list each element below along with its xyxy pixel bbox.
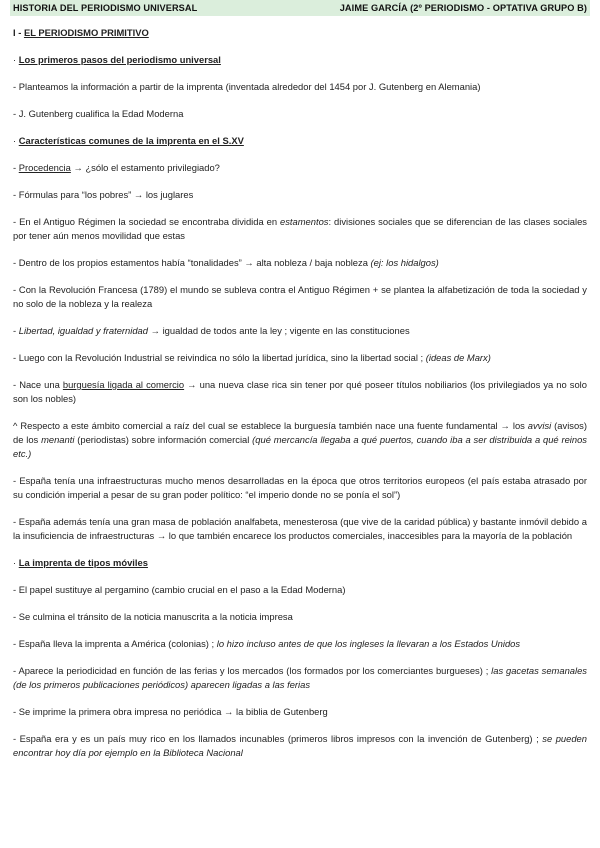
text-run: - Luego con la Revolución Industrial se reivindica no sólo la libertad jurídica, sino la libertad social ; [13, 352, 426, 363]
text-run: - España era y es un país muy rico en los llamados incunables (primeros libros impresos con la invención de Gutenberg) ; [13, 733, 543, 744]
paragraph: - España tenía una infraestructuras mucho menos desarrolladas en la época que otros territorios europeos (el país estaba atrasado por su condición imperial a pesar de su gran poder político: “el imperio donde no se ponía el sol”) [13, 475, 587, 500]
text-run: - [13, 325, 19, 336]
subsection-title: Los primeros pasos del periodismo universal [18, 54, 221, 65]
subsection-heading-3 [13, 556, 587, 570]
bullet: · [13, 557, 19, 568]
subsection-heading-1 [13, 53, 587, 67]
paragraph [13, 664, 587, 692]
paragraph [13, 215, 587, 243]
text-run: → ¿sólo el estamento privilegiado? [70, 162, 220, 173]
text-run: - En el Antiguo Régimen la sociedad se encontraba dividida en [13, 216, 281, 227]
bullet: · [13, 135, 19, 146]
subsection-title: Características comunes de la imprenta en el S.XV [18, 135, 244, 146]
italic-note: las gacetas semanales (de los primeros publicaciones periódicos) aparecen ligadas a las ferias [13, 665, 587, 690]
page-header [10, 0, 590, 16]
paragraph: - J. Gutenberg cualifica la Edad Moderna [13, 108, 184, 119]
italic-note: (ideas de Marx) [425, 352, 491, 363]
text-run: → una nueva clase rica sin tener por qué poseer títulos nobiliarios (los privilegiados ya no solo son los nobles) [13, 379, 587, 404]
italic-note: lo hizo incluso antes de que los ingleses la llevaran a los Estados Unidos [216, 638, 521, 649]
italic-note: (ej: los hidalgos) [370, 257, 439, 268]
text-run: (avisos) de los [13, 420, 587, 445]
italic-term: menanti [41, 434, 75, 445]
section-heading [13, 26, 587, 40]
bullet: · [13, 54, 19, 65]
paragraph: - El papel sustituye al pergamino (cambio crucial en el paso a la Edad Moderna) [13, 584, 346, 595]
text-run: : divisiones sociales que se diferencian de las clases sociales por tener aún menos movilidad que estas [13, 216, 587, 241]
paragraph: - Planteamos la información a partir de la imprenta (inventada alrededor del 1454 por J. Gutenberg en Alemania) [13, 81, 481, 92]
section-prefix: I - [13, 27, 24, 38]
subsection-title: La imprenta de tipos móviles [18, 557, 148, 568]
text-run: - [13, 162, 19, 173]
paragraph [13, 351, 587, 365]
underlined-term: burguesía ligada al comercio [62, 379, 185, 390]
text-run: → igualdad de todos ante la ley ; vigente en las constituciones [148, 325, 410, 336]
paragraph: - España además tenía una gran masa de población analfabeta, menesterosa (que vive de la caridad pública) y bastante inmóvil debido a la insuficiencia de infraestructuras → lo que también encarece los productos comerciales, inaccesibles para la mayoría de la población [13, 516, 587, 541]
italic-term: avvisi [527, 420, 552, 431]
text-run: - Aparece la periodicidad en función de las ferias y los mercados (los formados por los comerciantes burgueses) ; [13, 665, 492, 676]
text-run: (periodistas) sobre información comercial [74, 434, 253, 445]
header-author: JAIME GARCÍA (2º PERIODISMO - OPTATIVA GRUPO B) [339, 3, 587, 13]
paragraph [13, 419, 587, 461]
text-run: - Nace una [13, 379, 63, 390]
italic-term: estamentos [280, 216, 329, 227]
paragraph: - Fórmulas para “los pobres” → los juglares [13, 189, 194, 200]
paragraph [13, 324, 587, 338]
paragraph: - Con la Revolución Francesa (1789) el mundo se subleva contra el Antiguo Régimen + se plantea la alfabetización de toda la sociedad y no solo de la nobleza y la realeza [13, 284, 587, 309]
text-run: - Dentro de los propios estamentos había “tonalidades” → alta nobleza / baja nobleza [13, 257, 371, 268]
italic-note: (qué mercancía llegaba a qué puertos, cuando iba a ser distribuida a qué reinos etc.) [13, 434, 587, 459]
italic-note: se pueden encontrar hoy día por ejemplo en la Biblioteca Nacional [13, 733, 587, 758]
paragraph [13, 637, 587, 651]
paragraph [13, 161, 587, 175]
paragraph [13, 732, 587, 760]
subsection-heading-2 [13, 134, 587, 148]
paragraph: - Se culmina el tránsito de la noticia manuscrita a la noticia impresa [13, 611, 293, 622]
text-run: ^ Respecto a este ámbito comercial a raíz del cual se establece la burguesía también nace una fuente fundamental → los [13, 420, 528, 431]
italic-term: Libertad, igualdad y fraternidad [18, 325, 148, 336]
section-title: EL PERIODISMO PRIMITIVO [23, 27, 149, 38]
paragraph [13, 378, 587, 406]
header-course-title: HISTORIA DEL PERIODISMO UNIVERSAL [13, 3, 198, 13]
paragraph [13, 256, 587, 270]
text-run: - España lleva la imprenta a América (colonias) ; [13, 638, 217, 649]
paragraph: - Se imprime la primera obra impresa no periódica → la biblia de Gutenberg [13, 706, 328, 717]
underlined-term: Procedencia [18, 162, 71, 173]
